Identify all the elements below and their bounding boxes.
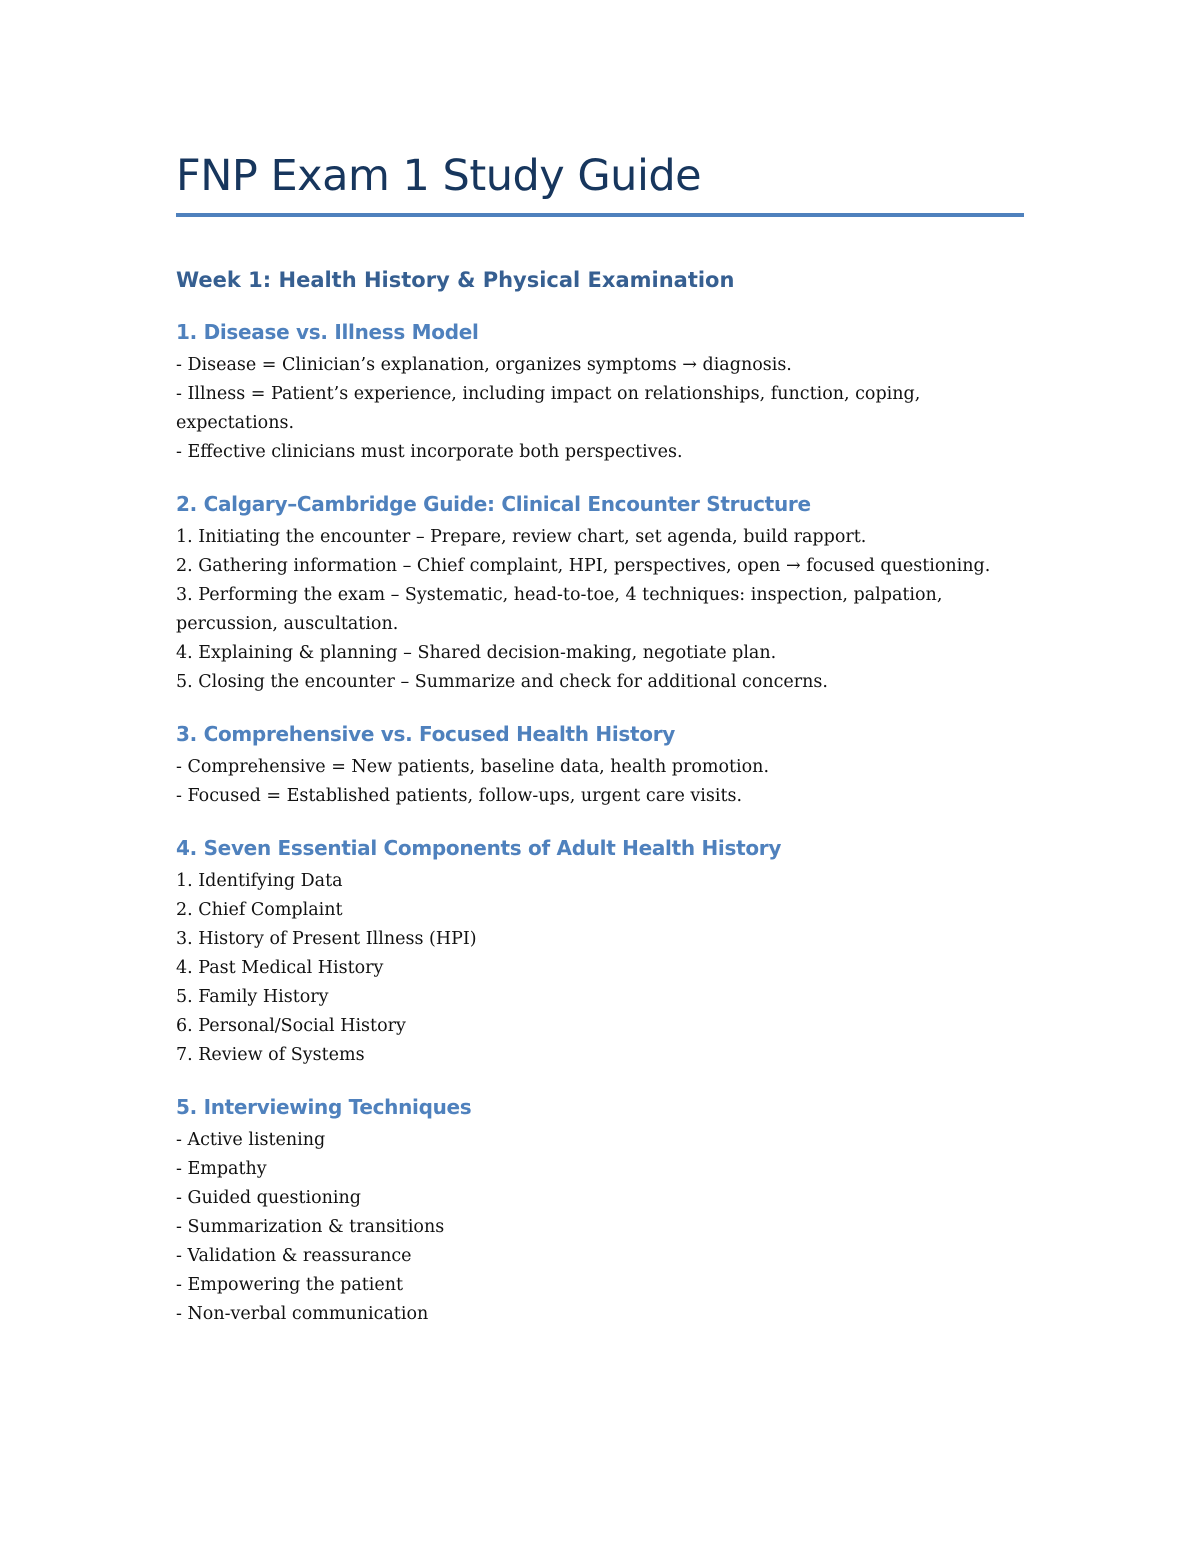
section-line: 5. Closing the encounter – Summarize and check for additional concerns.: [176, 672, 828, 692]
list-item: - Empathy: [176, 1159, 267, 1179]
section-line: - Comprehensive = New patients, baseline data, health promotion.: [176, 757, 770, 777]
section-heading: 2. Calgary–Cambridge Guide: Clinical Encounter Structure: [176, 492, 811, 516]
section-line: - Disease = Clinician’s explanation, organizes symptoms → diagnosis.: [176, 355, 792, 375]
document-content: [176, 148, 1026, 1329]
section-seven-components: [176, 833, 1026, 1070]
list-item: 3. History of Present Illness (HPI): [176, 929, 477, 949]
list-item: 4. Past Medical History: [176, 958, 384, 978]
page-title: FNP Exam 1 Study Guide: [176, 151, 702, 201]
section-line: 3. Performing the exam – Systematic, head-to-toe, 4 techniques: inspection, palpation,: [176, 585, 943, 605]
list-item: 1. Identifying Data: [176, 871, 343, 891]
section-line: 4. Explaining & planning – Shared decision-making, negotiate plan.: [176, 643, 777, 663]
list-item: 2. Chief Complaint: [176, 900, 343, 920]
list-item: - Non-verbal communication: [176, 1304, 429, 1324]
section-line: expectations.: [176, 413, 295, 433]
list-item: - Empowering the patient: [176, 1275, 404, 1295]
section-disease-illness: [176, 317, 1026, 467]
section-heading: 3. Comprehensive vs. Focused Health History: [176, 722, 675, 746]
list-item: 5. Family History: [176, 987, 329, 1007]
section-heading: 5. Interviewing Techniques: [176, 1095, 472, 1119]
section-calgary-cambridge: [176, 489, 1026, 697]
list-item: - Validation & reassurance: [176, 1246, 412, 1266]
week-heading: Week 1: Health History & Physical Examination: [176, 268, 735, 292]
section-interviewing-techniques: [176, 1092, 1026, 1329]
section-line: - Illness = Patient’s experience, including impact on relationships, function, coping,: [176, 384, 921, 404]
section-line: 2. Gathering information – Chief complaint, HPI, perspectives, open → focused questioning.: [176, 556, 991, 576]
list-item: 6. Personal/Social History: [176, 1016, 406, 1036]
list-item: 7. Review of Systems: [176, 1045, 365, 1065]
section-heading: 1. Disease vs. Illness Model: [176, 320, 479, 344]
section-line: 1. Initiating the encounter – Prepare, review chart, set agenda, build rapport.: [176, 527, 867, 547]
title-underline: [176, 213, 1024, 217]
section-heading: 4. Seven Essential Components of Adult Health History: [176, 836, 782, 860]
section-line: - Effective clinicians must incorporate both perspectives.: [176, 442, 683, 462]
section-line: percussion, auscultation.: [176, 614, 399, 634]
section-line: - Focused = Established patients, follow-ups, urgent care visits.: [176, 786, 743, 806]
section-comprehensive-focused: [176, 719, 1026, 811]
list-item: - Guided questioning: [176, 1188, 361, 1208]
list-item: - Active listening: [176, 1130, 326, 1150]
list-item: - Summarization & transitions: [176, 1217, 445, 1237]
